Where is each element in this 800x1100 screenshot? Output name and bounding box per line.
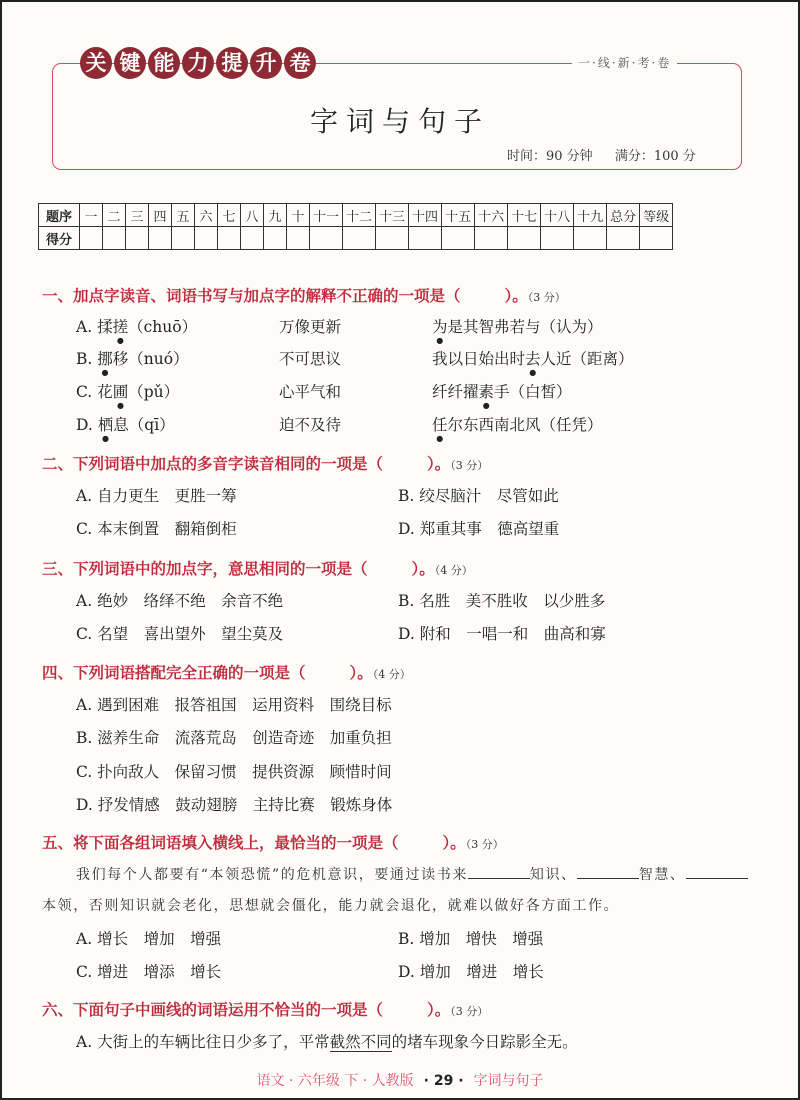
q3-option-b[interactable]: B. 名胜 美不胜收 以少胜多: [398, 592, 606, 610]
q1-option-d-word: 迫不及待: [279, 416, 342, 434]
score-cell[interactable]: [409, 227, 442, 250]
q5-option-d[interactable]: D. 增加 增进 增长: [398, 963, 544, 981]
column-header: 十五: [442, 204, 475, 227]
q6-option-a[interactable]: A. 大街上的车辆比往日少多了，平常截然不同的堵车现象今日踪影全无。: [76, 1033, 578, 1051]
column-header: 八: [241, 204, 264, 227]
score-cell[interactable]: [442, 227, 475, 250]
page-number: · 29 ·: [423, 1073, 464, 1089]
q2-option-b[interactable]: B. 绞尽脑汁 尽管如此: [398, 487, 559, 505]
score-cell[interactable]: [126, 227, 149, 250]
q1-option-b[interactable]: B. 挪移（nuó）: [76, 350, 189, 368]
q1-option-c[interactable]: C. 花圃（pǔ）: [76, 383, 180, 401]
column-header: 十七: [508, 204, 541, 227]
column-header: 四: [149, 204, 172, 227]
section-badges: [80, 47, 316, 79]
q5-passage-line-2: 本领，否则知识就会老化，思想就会僵化，能力就会退化，就难以做好各方面工作。: [42, 898, 620, 914]
badge-char: 提: [216, 47, 248, 79]
q4-option-c[interactable]: C. 扑向敌人 保留习惯 提供资源 顾惜时间: [76, 763, 392, 781]
q5-option-c[interactable]: C. 增进 增添 增长: [76, 963, 222, 981]
exam-meta: [507, 145, 714, 164]
badge-char: 关: [80, 47, 112, 79]
score-cell[interactable]: [264, 227, 287, 250]
column-header: 一: [80, 204, 103, 227]
q1-option-a-sentence: 为是其智弗若与（认为）: [432, 318, 603, 336]
q5-passage-line-1: 我们每个人都要有“本领恐慌”的危机意识，要通过读书来 知识、 智慧、: [76, 864, 748, 884]
q1-option-b-sentence: 我以日始出时去人近（距离）: [432, 350, 634, 368]
column-header: 九: [264, 204, 287, 227]
question-1-prompt: 一、加点字读音、词语书写与加点字的解释不正确的一项是（ ）。（3 分）: [42, 287, 566, 305]
badge-char: 升: [250, 47, 282, 79]
q3-option-c[interactable]: C. 名望 喜出望外 望尘莫及: [76, 625, 284, 643]
badge-char: 力: [182, 47, 214, 79]
score-cell[interactable]: [607, 227, 640, 250]
column-header: 五: [172, 204, 195, 227]
column-header: 总分: [607, 204, 640, 227]
footer-section: 字词与句子: [473, 1073, 544, 1089]
footer-subject: 语文 · 六年级 下 · 人教版: [256, 1073, 414, 1089]
score-table-score-row: [39, 227, 673, 250]
score-cell[interactable]: [149, 227, 172, 250]
column-header: 十一: [310, 204, 343, 227]
question-5-prompt: 五、将下面各组词语填入横线上，最恰当的一项是（ ）。（3 分）: [42, 834, 504, 852]
column-header: 十九: [574, 204, 607, 227]
score-cell[interactable]: [80, 227, 103, 250]
q1-option-c-sentence: 纤纤擢素手（白皙）: [432, 383, 572, 401]
q1-option-a-word: 万像更新: [279, 318, 342, 336]
fill-blank[interactable]: [686, 864, 748, 879]
q3-option-d[interactable]: D. 附和 一唱一和 曲高和寡: [398, 625, 606, 643]
page-title: 字词与句子: [309, 105, 490, 138]
column-header: 七: [218, 204, 241, 227]
question-2-prompt: 二、下列词语中加点的多音字读音相同的一项是（ ）。（3 分）: [42, 455, 489, 473]
score-cell[interactable]: [103, 227, 126, 250]
column-header: 三: [126, 204, 149, 227]
underlined-phrase: 截然不同: [329, 1033, 392, 1051]
q4-option-b[interactable]: B. 滋养生命 流落荒岛 创造奇迹 加重负担: [76, 729, 392, 747]
score-cell[interactable]: [218, 227, 241, 250]
column-header: 十六: [475, 204, 508, 227]
badge-char: 能: [148, 47, 180, 79]
badge-char: 卷: [284, 47, 316, 79]
q2-option-c[interactable]: C. 本末倒置 翻箱倒柜: [76, 520, 237, 538]
full-score: 满分：100 分: [614, 149, 696, 164]
q1-option-d[interactable]: D. 栖息（qī）: [76, 416, 175, 434]
score-cell[interactable]: [574, 227, 607, 250]
q4-option-d[interactable]: D. 抒发情感 鼓动翅膀 主持比赛 锻炼身体: [76, 796, 393, 814]
q2-option-a[interactable]: A. 自力更生 更胜一筹: [76, 487, 237, 505]
time-limit: 时间：90 分钟: [507, 149, 593, 164]
score-cell[interactable]: [241, 227, 264, 250]
q3-option-a[interactable]: A. 绝妙 络绎不绝 余音不绝: [76, 592, 284, 610]
score-cell[interactable]: [508, 227, 541, 250]
q1-option-b-word: 不可思议: [279, 350, 342, 368]
row-label: 题序: [39, 204, 80, 227]
score-cell[interactable]: [475, 227, 508, 250]
score-table-header-row: [39, 204, 673, 227]
score-cell[interactable]: [310, 227, 343, 250]
score-table: [38, 203, 673, 250]
question-6-prompt: 六、下面句子中画线的词语运用不恰当的一项是（ ）。（3 分）: [42, 1001, 489, 1019]
column-header: 十: [287, 204, 310, 227]
score-cell[interactable]: [287, 227, 310, 250]
row-label: 得分: [39, 227, 80, 250]
question-4-prompt: 四、下列词语搭配完全正确的一项是（ ）。（4 分）: [42, 664, 411, 682]
column-header: 二: [103, 204, 126, 227]
fill-blank[interactable]: [468, 864, 530, 879]
score-cell[interactable]: [541, 227, 574, 250]
page-footer: [2, 1070, 798, 1090]
question-3-prompt: 三、下列词语中的加点字，意思相同的一项是（ ）。（4 分）: [42, 560, 473, 578]
q5-option-b[interactable]: B. 增加 增快 增强: [398, 930, 544, 948]
column-header: 十四: [409, 204, 442, 227]
score-cell[interactable]: [195, 227, 218, 250]
column-header: 等级: [640, 204, 673, 227]
score-cell[interactable]: [640, 227, 673, 250]
column-header: 六: [195, 204, 218, 227]
score-cell[interactable]: [343, 227, 376, 250]
column-header: 十二: [343, 204, 376, 227]
series-label: 一·线·新·考·卷: [572, 54, 677, 71]
q2-option-d[interactable]: D. 郑重其事 德高望重: [398, 520, 560, 538]
q4-option-a[interactable]: A. 遇到困难 报答祖国 运用资料 围绕目标: [76, 696, 392, 714]
q5-option-a[interactable]: A. 增长 增加 增强: [76, 930, 222, 948]
q1-option-a[interactable]: A. 揉搓（chuō）: [76, 318, 198, 336]
q1-option-c-word: 心平气和: [279, 383, 342, 401]
column-header: 十八: [541, 204, 574, 227]
fill-blank[interactable]: [577, 864, 639, 879]
badge-char: 键: [114, 47, 146, 79]
column-header: 十三: [376, 204, 409, 227]
score-cell[interactable]: [172, 227, 195, 250]
q1-option-d-sentence: 任尔东西南北风（任凭）: [432, 416, 603, 434]
score-cell[interactable]: [376, 227, 409, 250]
